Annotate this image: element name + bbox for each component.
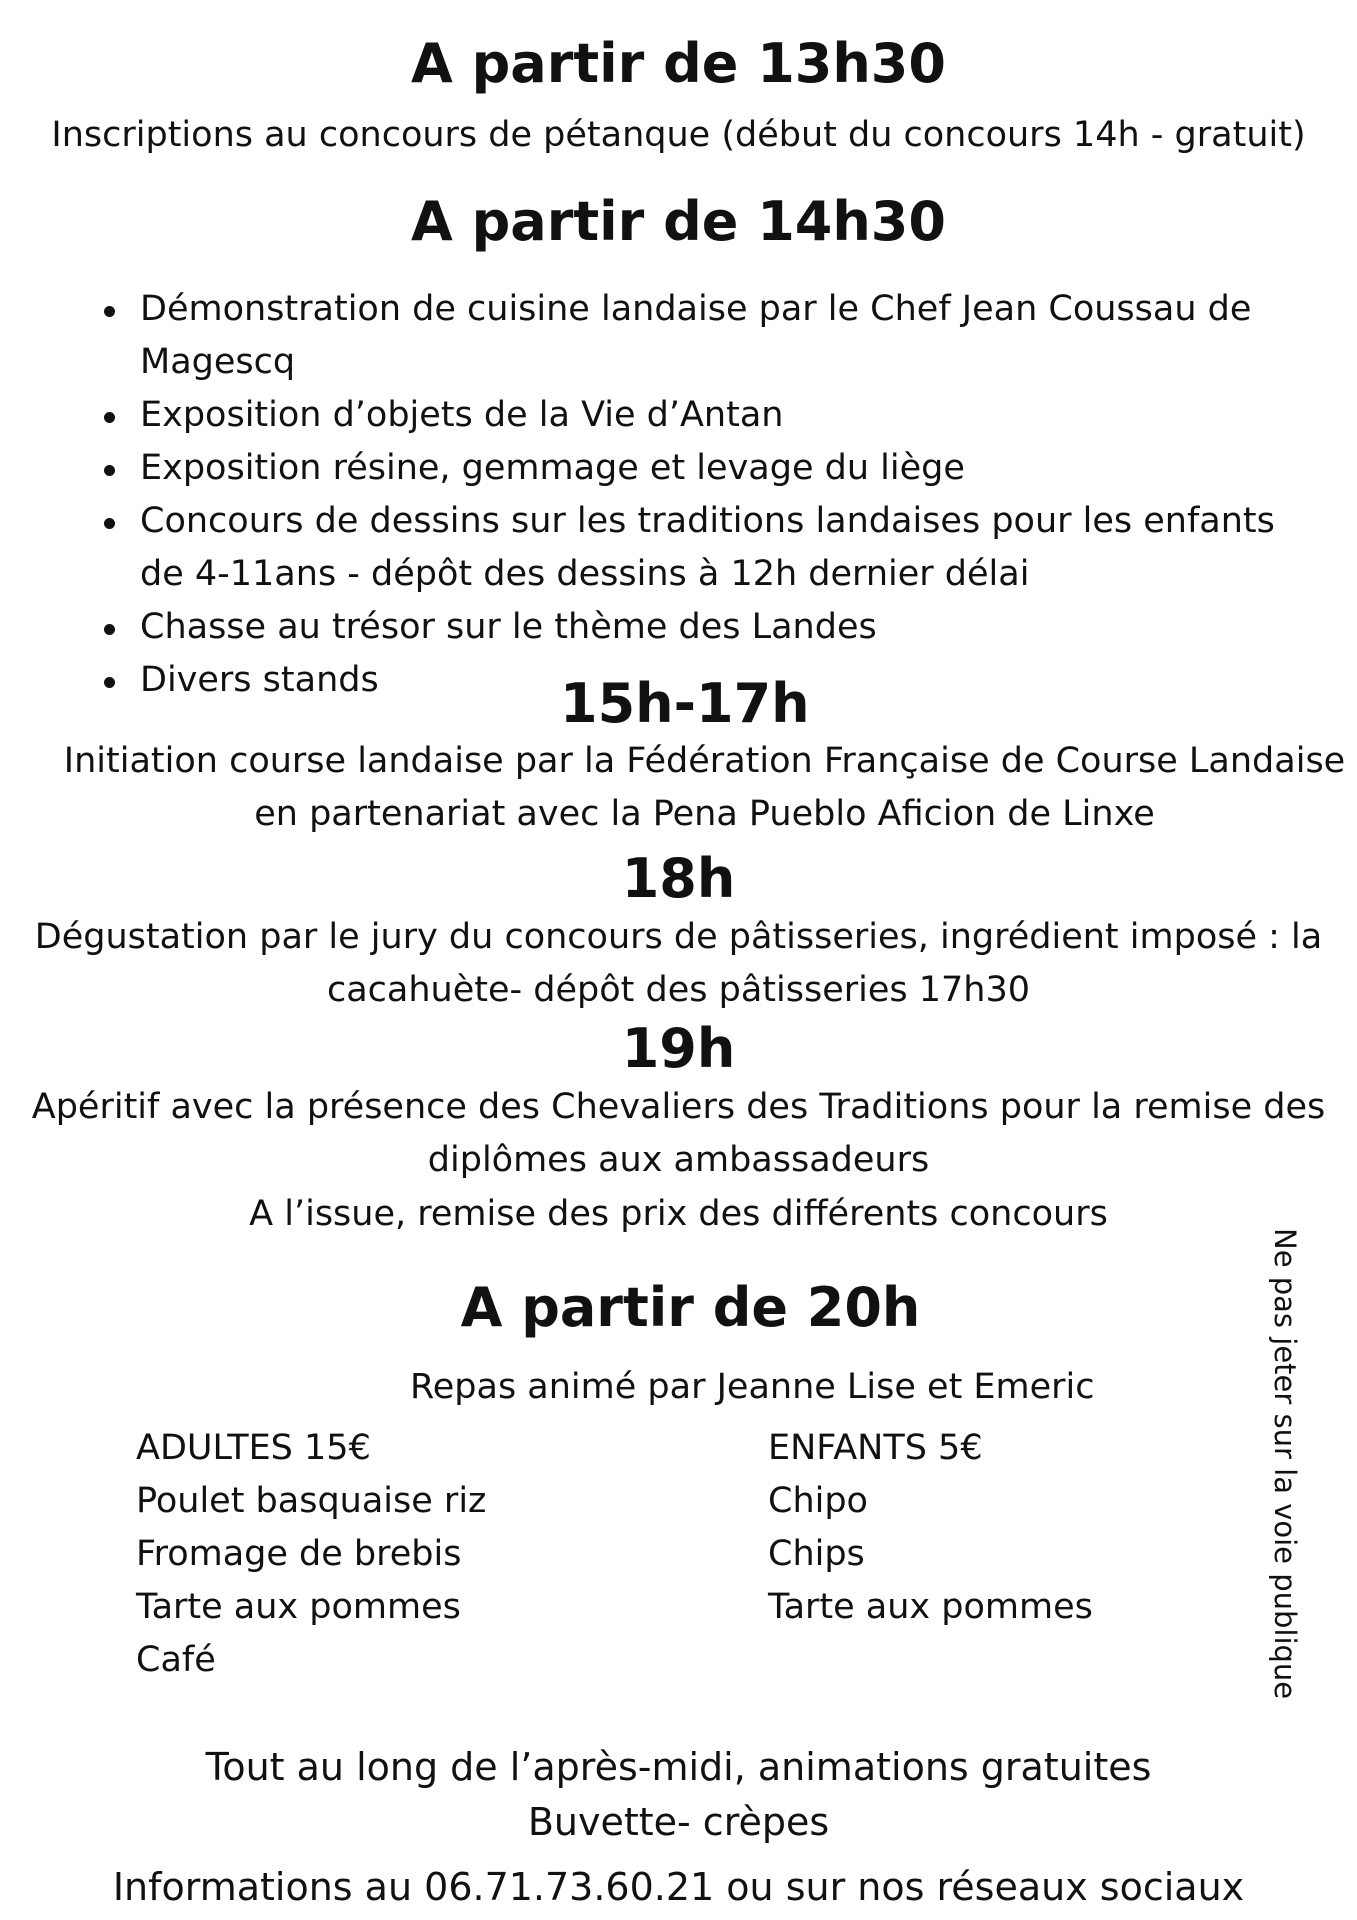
refreshments-line: Buvette- crèpes: [527, 1800, 830, 1844]
contact-information: Informations au 06.71.73.60.21 ou sur nos réseaux sociaux: [112, 1865, 1245, 1909]
heading-20h: A partir de 20h: [460, 1276, 921, 1339]
heading-18h: 18h: [621, 847, 736, 910]
meal-subtitle: Repas animé par Jeanne Lise et Emeric: [410, 1367, 1095, 1407]
course-landaise-line-2: en partenariat avec la Pena Pueblo Aficion de Linxe: [254, 794, 1155, 834]
side-note-vertical: Ne pas jeter sur la voie publique: [1268, 1228, 1302, 1700]
tasting-line-2: cacahuète- dépôt des pâtisseries 17h30: [326, 970, 1030, 1010]
children-menu: [768, 1422, 1093, 1634]
list-item: Démonstration de cuisine landaise par le Chef Jean Coussau de Magescq: [100, 283, 1310, 389]
list-item: ADULTES 15€: [136, 1428, 371, 1468]
petanque-registration-text: Inscriptions au concours de pétanque (début du concours 14h - gratuit): [51, 115, 1306, 155]
list-item: Café: [136, 1640, 216, 1680]
list-item: Concours de dessins sur les traditions landaises pour les enfants de 4-11ans - dépôt des dessins à 12h dernier délai: [100, 495, 1310, 601]
heading-15h-17h: 15h-17h: [560, 672, 810, 735]
aperitif-line-1: Apéritif avec la présence des Chevaliers des Traditions pour la remise des: [31, 1087, 1326, 1127]
heading-19h: 19h: [621, 1017, 736, 1080]
list-item: Fromage de brebis: [136, 1534, 462, 1574]
prize-giving-line: A l’issue, remise des prix des différents concours: [249, 1194, 1108, 1234]
activities-list: [100, 283, 1310, 707]
list-item: ENFANTS 5€: [768, 1428, 983, 1468]
heading-14h30: A partir de 14h30: [411, 190, 946, 253]
list-item: Chips: [768, 1534, 865, 1574]
list-item: Divers stands: [100, 654, 1310, 707]
list-item: Poulet basquaise riz: [136, 1481, 487, 1521]
heading-13h30: A partir de 13h30: [411, 32, 946, 95]
list-item: Tarte aux pommes: [768, 1587, 1093, 1627]
course-landaise-line-1: Initiation course landaise par la Fédération Française de Course Landaise: [63, 741, 1346, 781]
list-item: Chasse au trésor sur le thème des Landes: [100, 601, 1310, 654]
adults-menu: [136, 1422, 486, 1687]
tasting-line-1: Dégustation par le jury du concours de pâtisseries, ingrédient imposé : la: [34, 917, 1323, 957]
list-item: Chipo: [768, 1481, 868, 1521]
free-activities-line: Tout au long de l’après-midi, animations gratuites: [205, 1745, 1152, 1789]
aperitif-line-2: diplômes aux ambassadeurs: [427, 1140, 930, 1180]
list-item: Exposition résine, gemmage et levage du liège: [100, 442, 1310, 495]
list-item: Exposition d’objets de la Vie d’Antan: [100, 389, 1310, 442]
list-item: Tarte aux pommes: [136, 1587, 461, 1627]
